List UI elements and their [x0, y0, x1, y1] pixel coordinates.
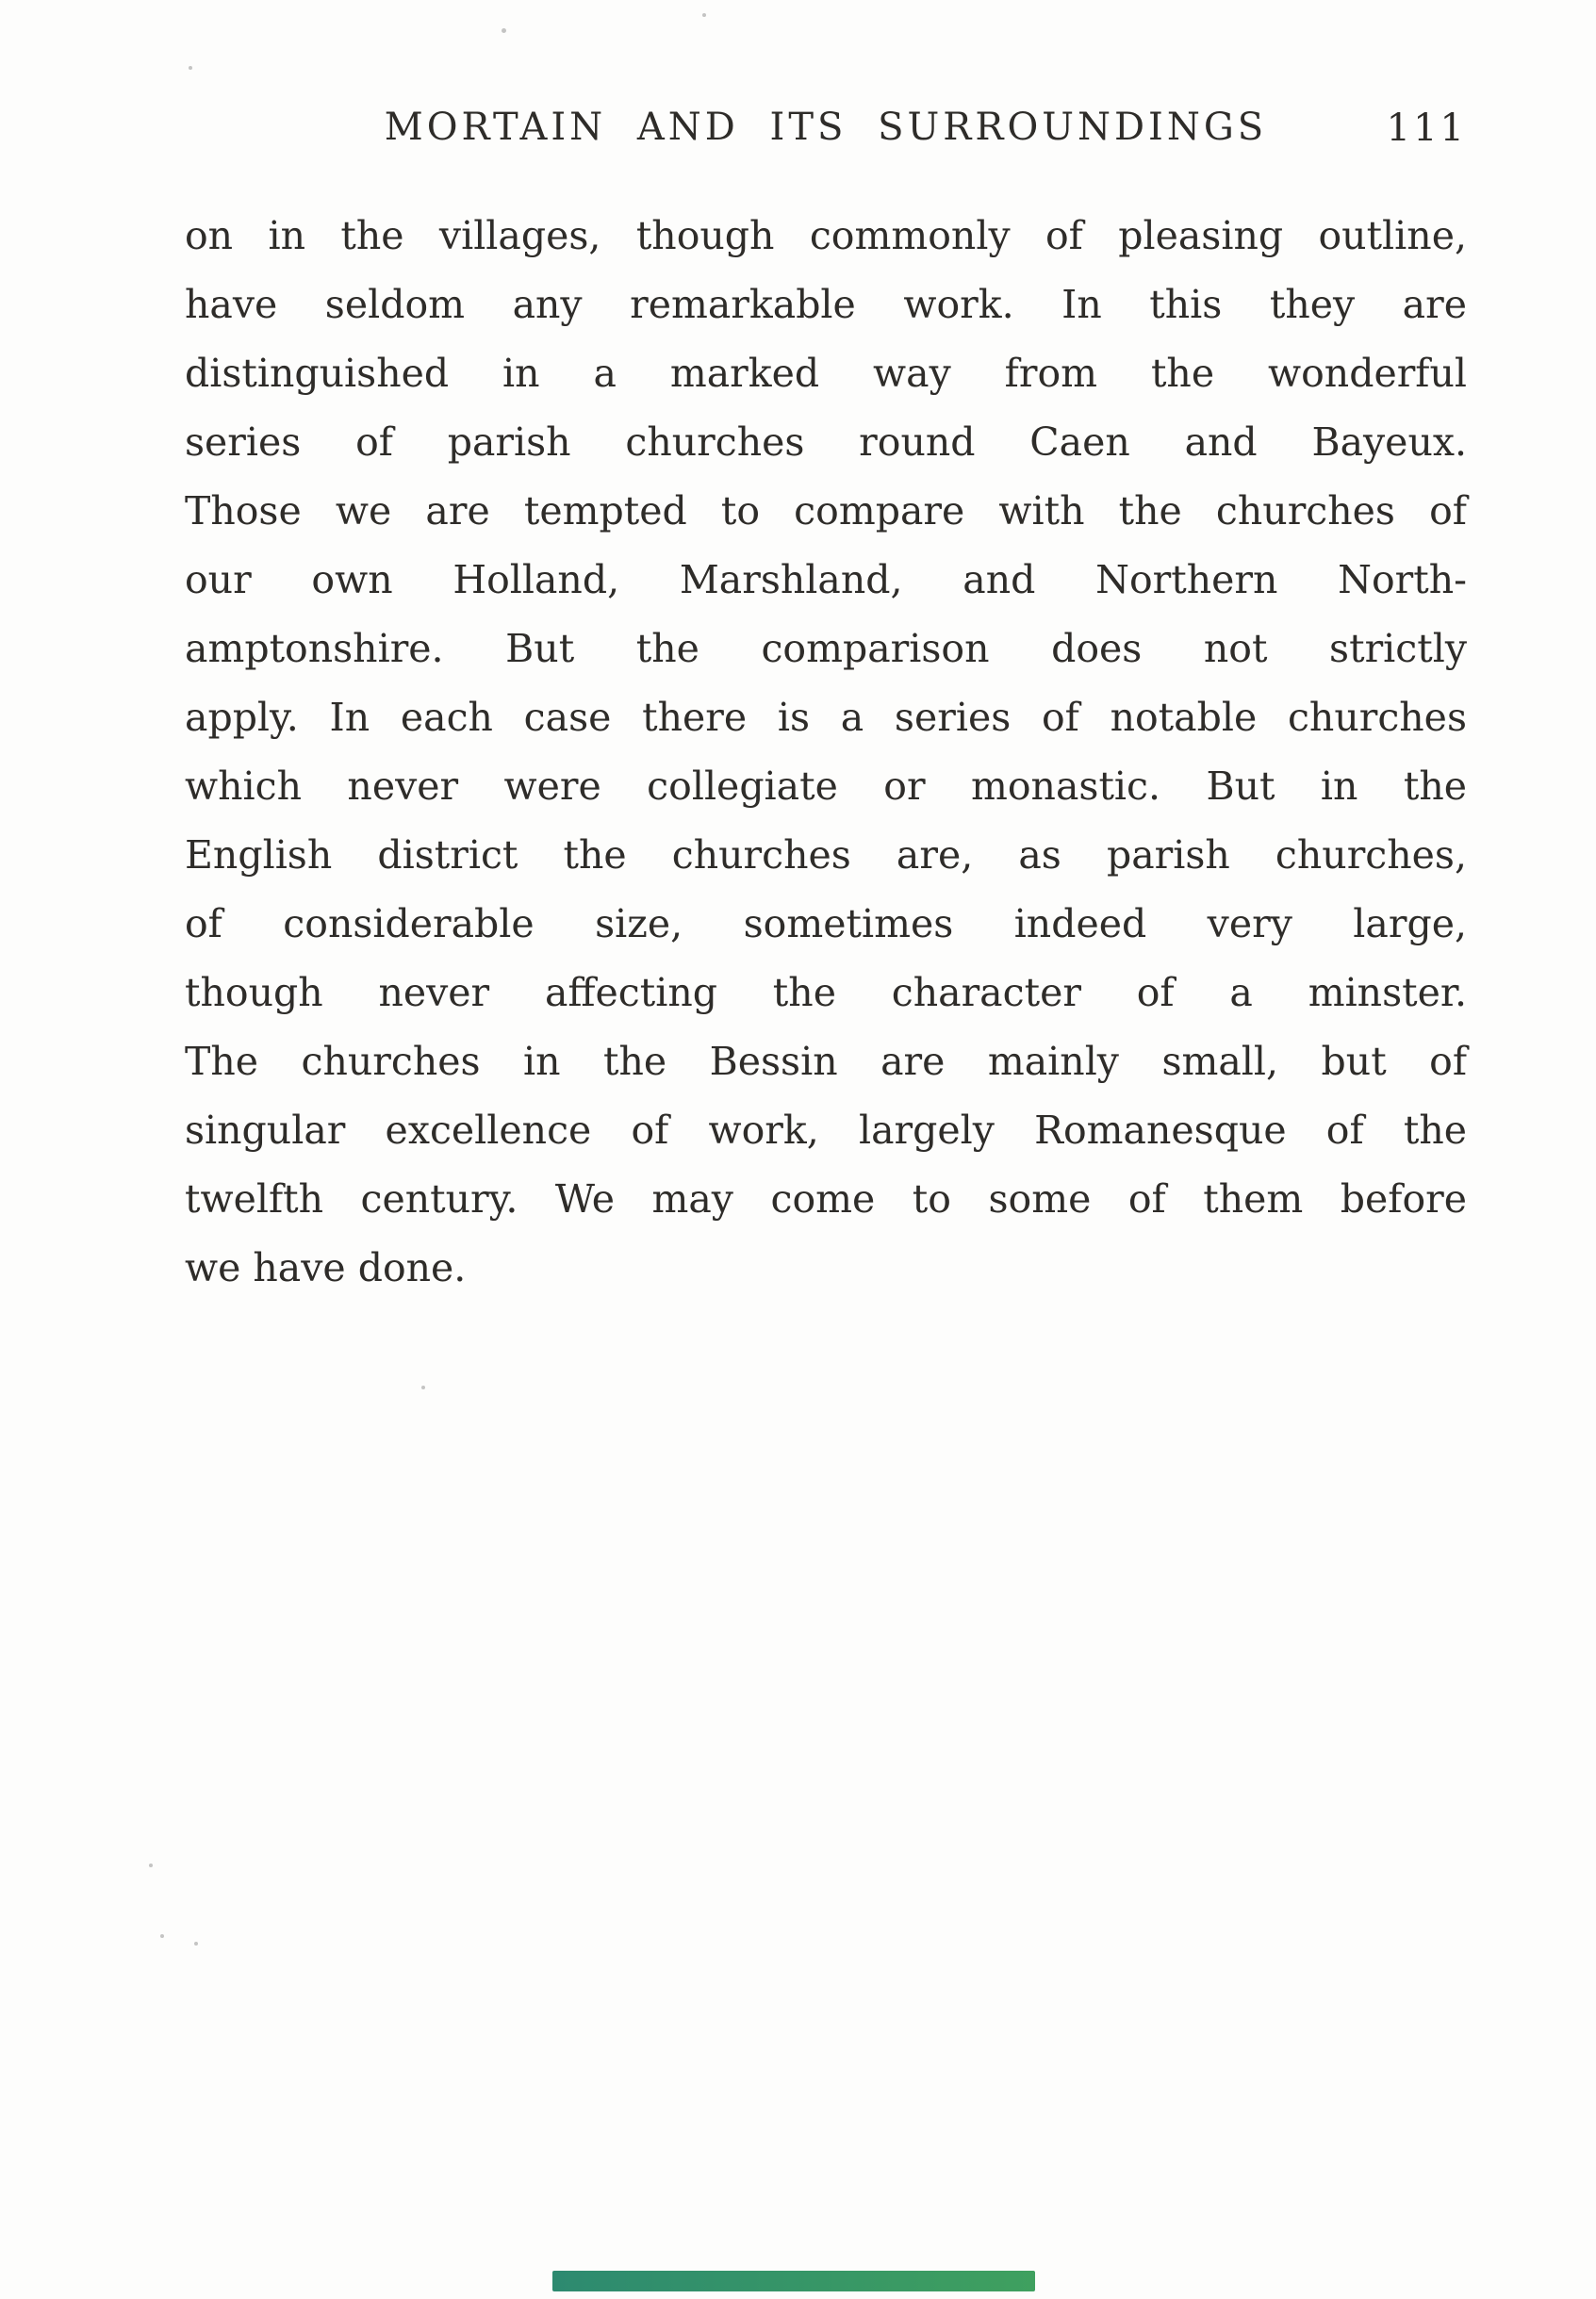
- text-line: Those we are tempted to compare with the churches of: [185, 488, 1467, 534]
- scan-speck: [702, 13, 706, 17]
- scan-artifact-bar: [552, 2271, 1035, 2291]
- text-line: our own Holland, Marshland, and Northern North-: [185, 557, 1467, 602]
- scan-speck: [189, 66, 192, 70]
- running-head-title: MORTAIN AND ITS SURROUNDINGS: [384, 106, 1268, 149]
- page-number: 111: [1386, 107, 1467, 150]
- page-header: [185, 106, 1467, 166]
- text-line: apply. In each case there is a series of notable churches: [185, 695, 1467, 740]
- text-line: though never affecting the character of a minster.: [185, 970, 1467, 1015]
- text-line: have seldom any remarkable work. In this they are: [185, 282, 1467, 327]
- scan-speck: [194, 1942, 198, 1946]
- scan-speck: [421, 1386, 425, 1389]
- text-line: we have done.: [185, 1245, 467, 1290]
- text-line: of considerable size, sometimes indeed very large,: [185, 901, 1467, 946]
- text-line: series of parish churches round Caen and Bayeux.: [185, 419, 1467, 465]
- text-line: English district the churches are, as parish churches,: [185, 832, 1467, 878]
- text-line: distinguished in a marked way from the wonderful: [185, 351, 1467, 396]
- text-line: twelfth century. We may come to some of them before: [185, 1176, 1467, 1222]
- scan-speck: [149, 1864, 153, 1867]
- scan-speck: [160, 1934, 164, 1938]
- text-line: singular excellence of work, largely Romanesque of the: [185, 1108, 1467, 1153]
- text-line: which never were collegiate or monastic. But in the: [185, 764, 1467, 809]
- text-line: The churches in the Bessin are mainly small, but of: [185, 1039, 1467, 1084]
- body-paragraph: [185, 202, 1467, 1303]
- text-line: on in the villages, though commonly of pleasing outline,: [185, 213, 1467, 258]
- text-line: amptonshire. But the comparison does not strictly: [185, 626, 1467, 671]
- scan-speck: [502, 28, 506, 33]
